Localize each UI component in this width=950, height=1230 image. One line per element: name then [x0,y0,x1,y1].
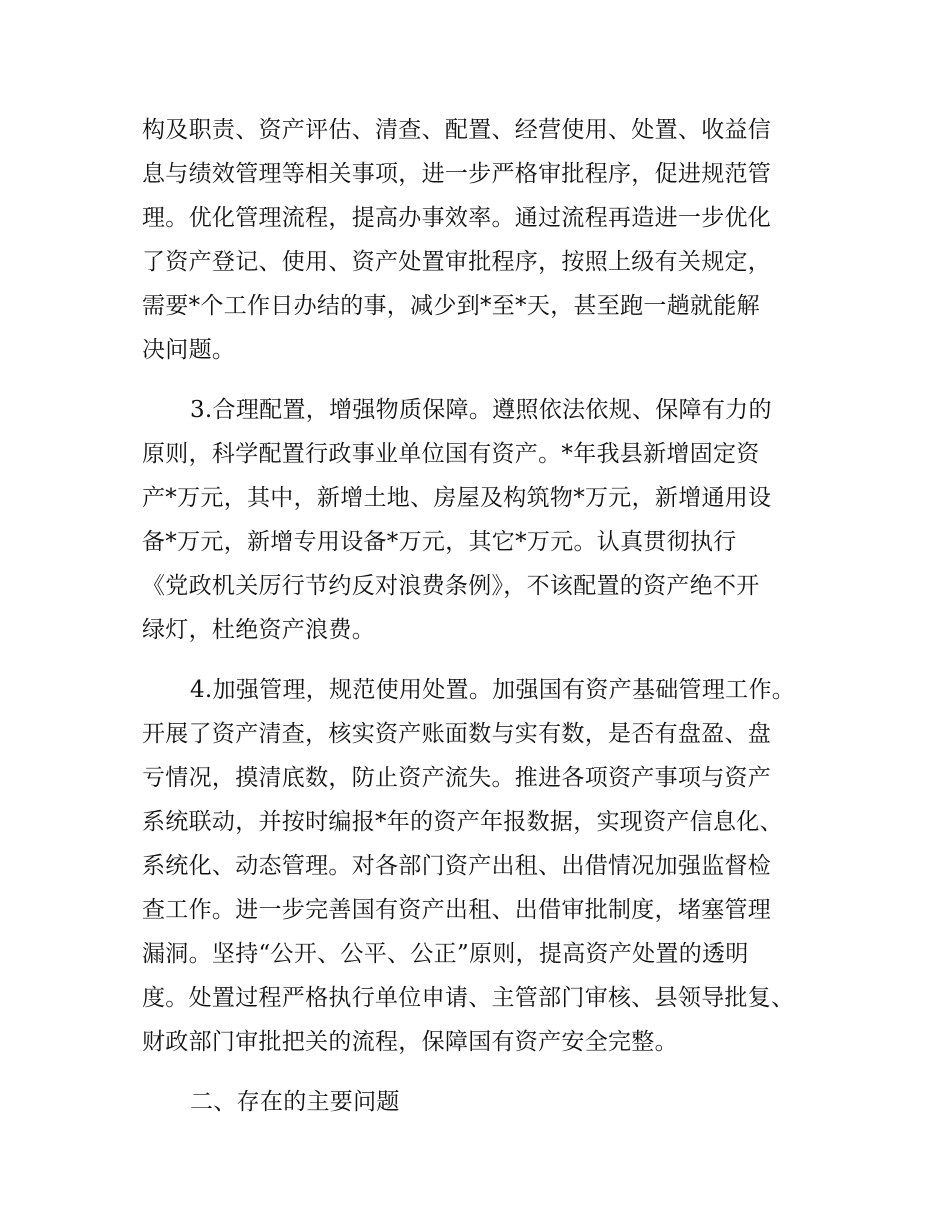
text-line: 原则，科学配置行政事业单位国有资产。*年我县新增固定资 [142,441,760,467]
paragraph-continuation [142,108,822,372]
text-line: 《党政机关厉行节约反对浪费条例》，不该配置的资产绝不开 [142,573,760,599]
text-line: 查工作。进一步完善国有资产出租、出借审批制度，堵塞管理 [142,897,772,923]
paragraph-section-4 [142,668,822,1064]
text-line: 度。处置过程严格执行单位申请、主管部门审核、县领导批复、 [142,985,795,1011]
text-line: 决问题。 [142,337,236,363]
text-line: 亏情况，摸清底数，防止资产流失。推进各项资产事项与资产 [142,765,772,791]
text-line: 构及职责、资产评估、清查、配置、经营使用、处置、收益信 [142,117,772,143]
text-line: 系统化、动态管理。对各部门资产出租、出借情况加强监督检 [142,853,772,879]
text-line: 产*万元，其中，新增土地、房屋及构筑物*万元，新增通用设 [142,485,772,511]
paragraph-section-3 [142,388,822,652]
text-line: 需要*个工作日办结的事，减少到*至*天，甚至跑一趟就能解 [142,293,760,319]
document-page [142,108,822,1124]
text-line: 息与绩效管理等相关事项，进一步严格审批程序，促进规范管 [142,161,772,187]
text-line: 3.合理配置，增强物质保障。遵照依法依规、保障有力的 [190,397,772,423]
text-line: 绿灯，杜绝资产浪费。 [142,617,375,643]
text-line: 备*万元，新增专用设备*万元，其它*万元。认真贯彻执行 [142,529,737,555]
text-line: 系统联动，并按时编报*年的资产年报数据，实现资产信息化、 [142,809,783,835]
text-line: 理。优化管理流程，提高办事效率。通过流程再造进一步优化 [142,205,772,231]
text-line: 开展了资产清查，核实资产账面数与实有数，是否有盘盈、盘 [142,721,772,747]
text-line: 漏洞。坚持“公开、公平、公正”原则，提高资产处置的透明 [142,941,749,967]
text-line: 财政部门审批把关的流程，保障国有资产安全完整。 [142,1029,678,1055]
text-line: 4.加强管理，规范使用处置。加强国有资产基础管理工作。 [190,677,796,703]
text-line: 了资产登记、使用、资产处置审批程序，按照上级有关规定， [142,249,772,275]
section-heading: 二、存在的主要问题 [190,1089,400,1115]
